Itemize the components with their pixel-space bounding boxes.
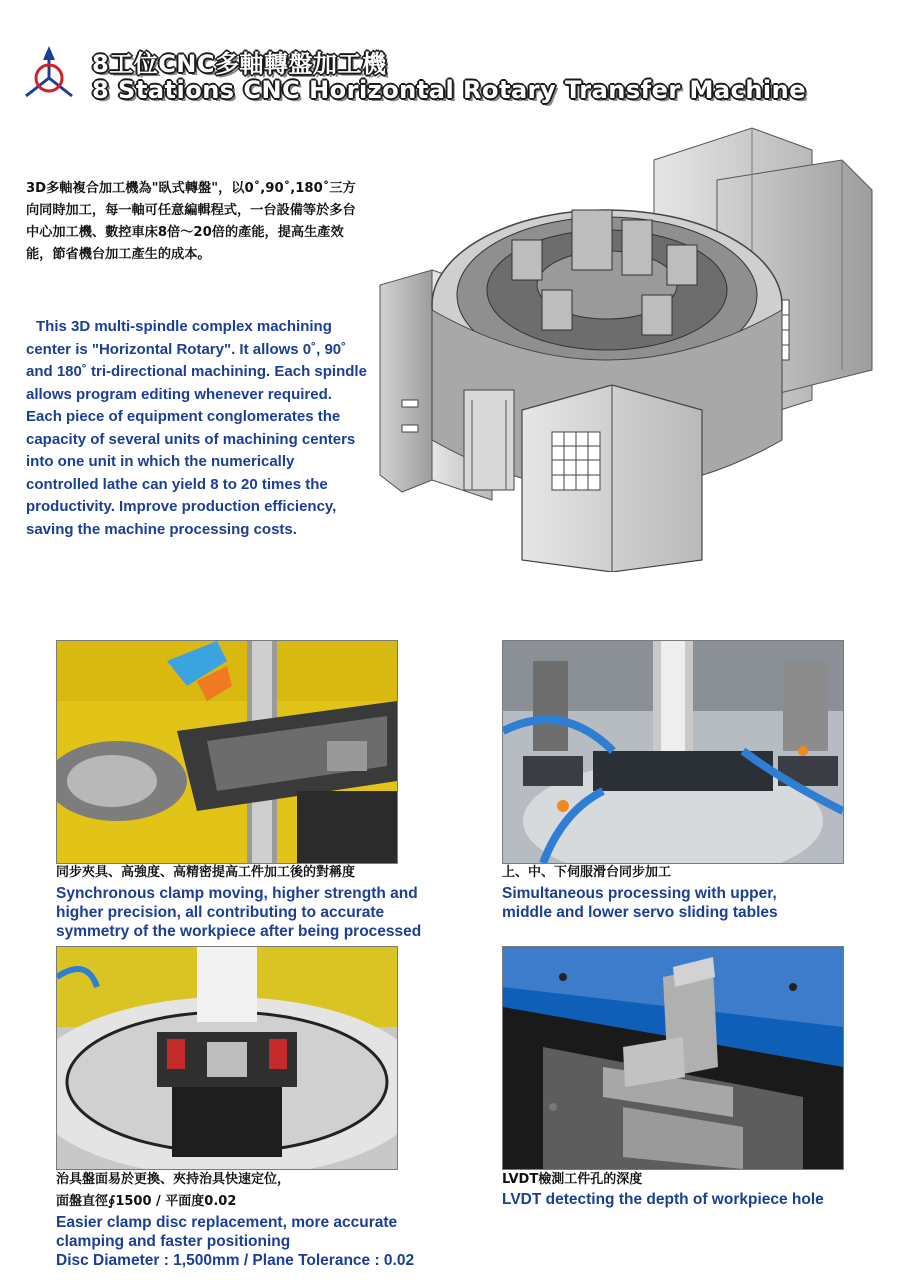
caption-3-zh-line2: 面盤直徑∮1500 / 平面度0.02 xyxy=(56,1194,237,1209)
caption-1-en-line2: higher precision, all contributing to accurate xyxy=(56,904,385,921)
caption-3-en-line1: Easier clamp disc replacement, more accurate xyxy=(56,1214,398,1231)
caption-3-en-line3: Disc Diameter : 1,500mm / Plane Tolerance : 0.02 xyxy=(56,1252,415,1269)
caption-1-en-line3: symmetry of the workpiece after being processed xyxy=(56,923,422,940)
caption-1-zh: 同步夾具、高強度、高精密提高工件加工後的對稱度 xyxy=(56,865,356,880)
caption-3-zh-line1: 治具盤面易於更換、夾持治具快速定位， xyxy=(56,1172,291,1187)
rotary-machine-illustration xyxy=(372,120,882,572)
caption-4-zh: LVDT檢測工件孔的深度 xyxy=(502,1172,643,1187)
caption-3-en-line2: clamping and faster positioning xyxy=(56,1233,291,1250)
photo-servo-sliding-tables xyxy=(502,640,844,864)
intro-english: This 3D multi-spindle complex machining center is "Horizontal Rotary". It allows 0˚, 90˚ and 180˚ tri-directional machining. Each spindle allows program editing whenever required. Each piece of equipment conglomerates the capacity of several units of machining centers into one unit in which the numerically controlled lathe can yield 8 to 20 times the productivity. Improve production efficiency, saving the machine processing costs. xyxy=(26,318,367,538)
company-logo xyxy=(22,44,76,100)
intro-chinese: 3D多軸複合加工機為"臥式轉盤"，以0˚,90˚,180˚三方向同時加工，每一軸可任意編輯程式，一台設備等於多台中心加工機、數控車床8倍～20倍的產能，提高生產效能，節省機台加工產生的成本。 xyxy=(26,181,356,262)
caption-2-en-line1: Simultaneous processing with upper, xyxy=(502,885,777,902)
title-chinese: 8工位CNC多軸轉盤加工機 xyxy=(92,50,387,78)
photo-synchronous-clamp xyxy=(56,640,398,864)
photo-clamp-disc xyxy=(56,946,398,1170)
caption-2-zh: 上、中、下伺服滑台同步加工 xyxy=(502,865,672,880)
photo-lvdt-detection xyxy=(502,946,844,1170)
title-english: 8 Stations CNC Horizontal Rotary Transfer Machine xyxy=(92,76,807,104)
caption-2-en-line2: middle and lower servo sliding tables xyxy=(502,904,778,921)
caption-4-en: LVDT detecting the depth of workpiece hole xyxy=(502,1191,824,1208)
caption-1-en-line1: Synchronous clamp moving, higher strength and xyxy=(56,885,418,902)
